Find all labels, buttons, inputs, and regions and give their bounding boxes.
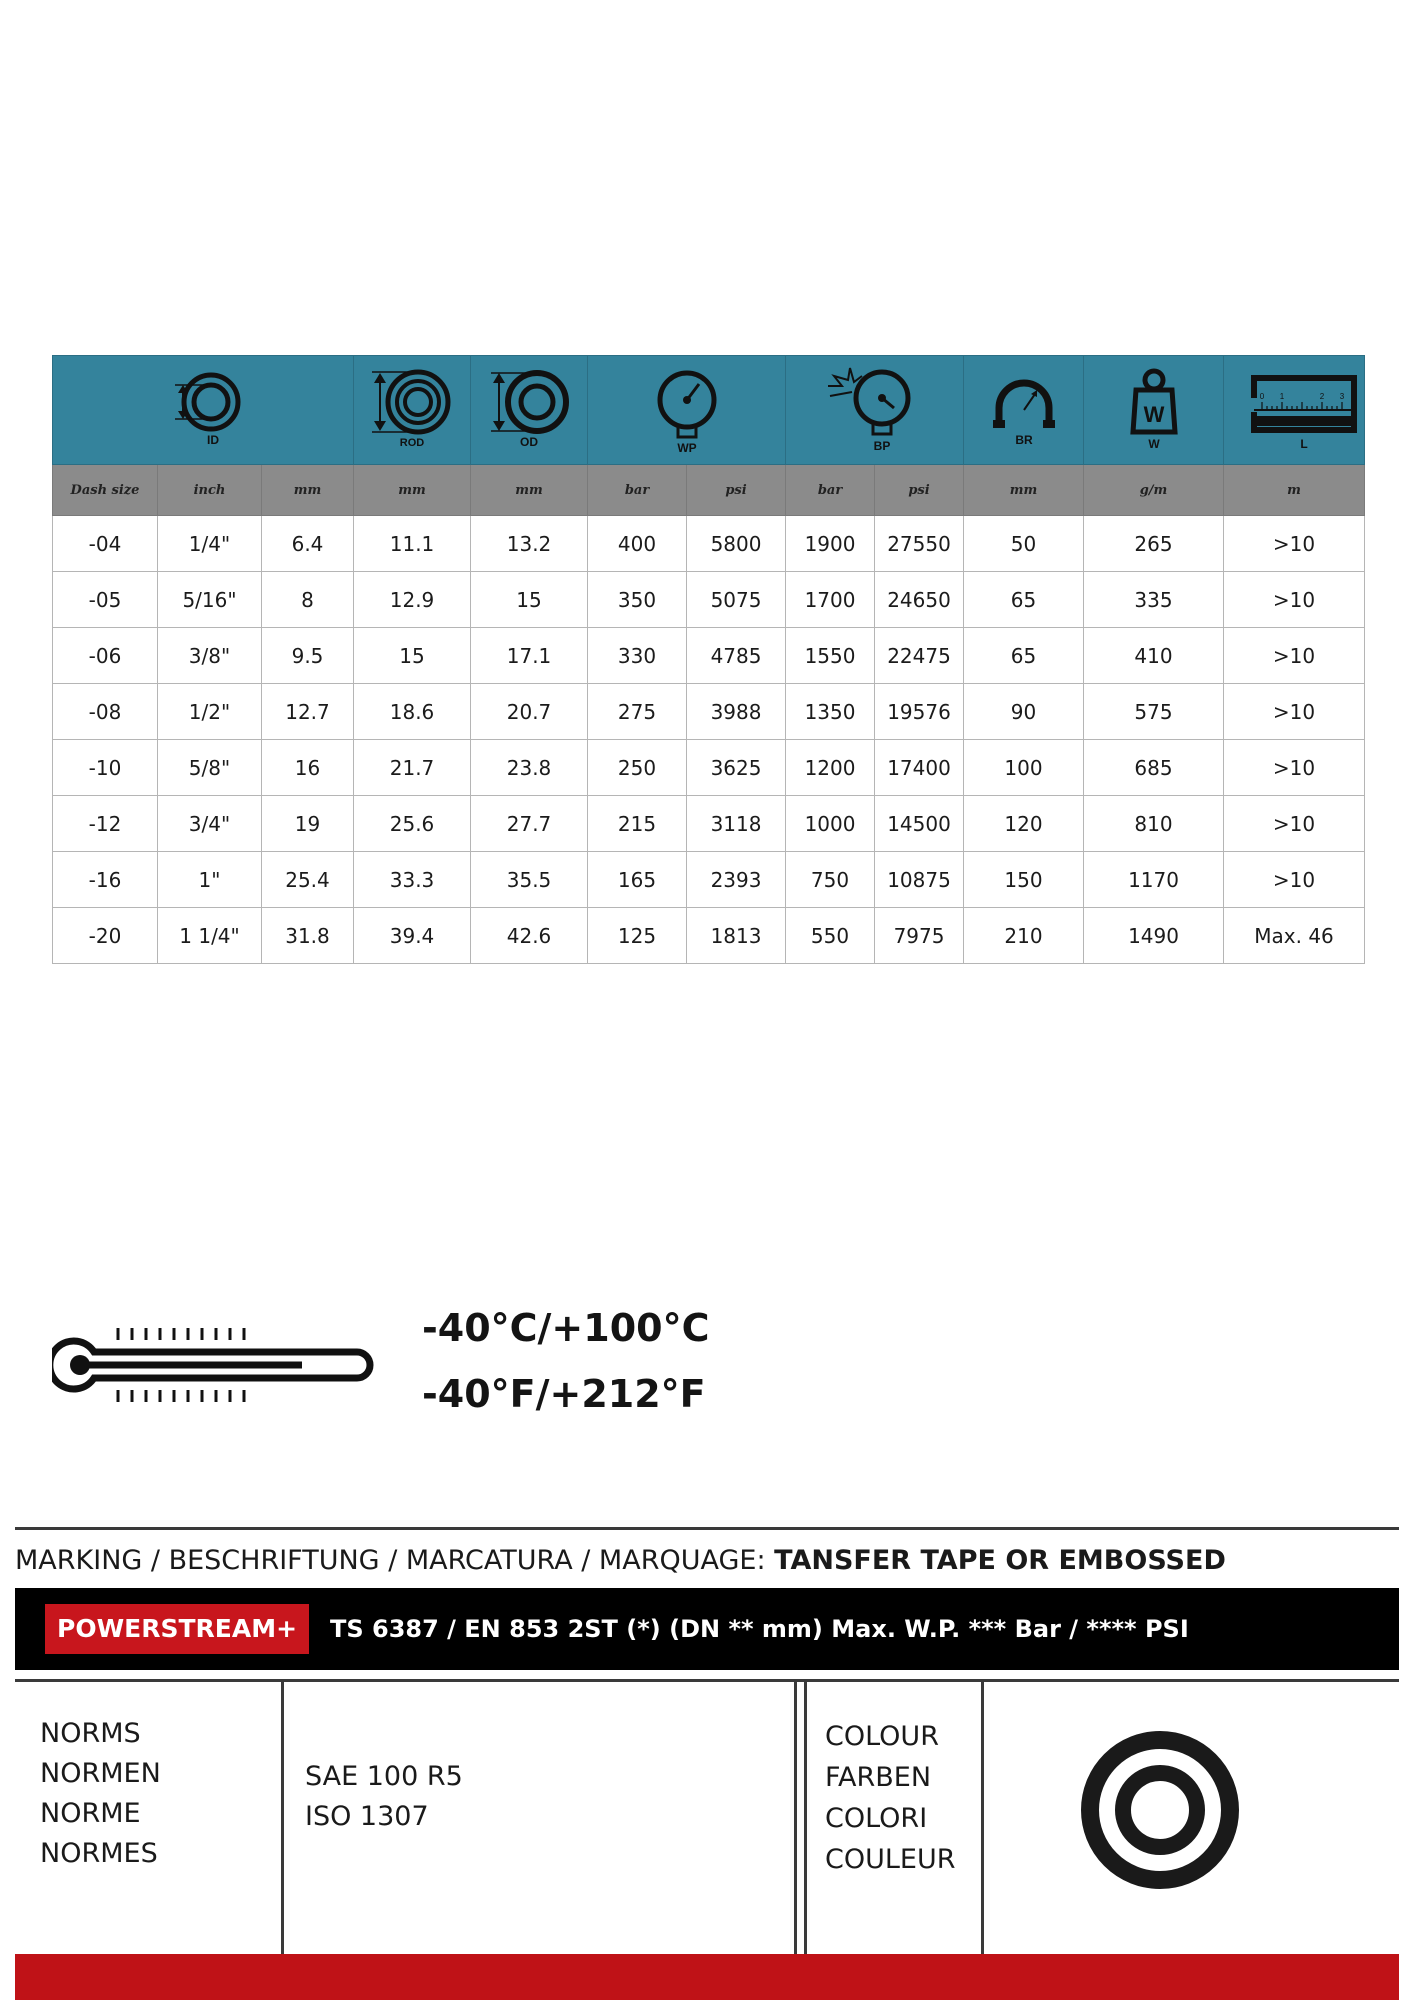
marking-value: TANSFER TAPE OR EMBOSSED xyxy=(774,1545,1226,1576)
unit-header-cell: bar xyxy=(588,465,687,516)
unit-header-cell: mm xyxy=(964,465,1084,516)
unit-header-cell: psi xyxy=(687,465,786,516)
table-cell: 3118 xyxy=(687,796,786,852)
weight-icon xyxy=(1109,368,1199,452)
table-row xyxy=(53,684,1365,740)
table-cell: 250 xyxy=(588,740,687,796)
table-cell: 150 xyxy=(964,852,1084,908)
table-cell: 210 xyxy=(964,908,1084,964)
table-cell: 6.4 xyxy=(262,516,354,572)
unit-header-cell: bar xyxy=(786,465,875,516)
table-cell: 19576 xyxy=(875,684,964,740)
table-cell: 215 xyxy=(588,796,687,852)
table-cell: 8 xyxy=(262,572,354,628)
bend-radius-header xyxy=(964,356,1084,465)
wp-label: WP xyxy=(676,441,697,455)
table-cell: 330 xyxy=(588,628,687,684)
table-cell: 65 xyxy=(964,572,1084,628)
unit-header-cell: mm xyxy=(354,465,471,516)
table-cell: 1900 xyxy=(786,516,875,572)
table-cell: 90 xyxy=(964,684,1084,740)
temperature-celsius: -40°C/+100°C xyxy=(422,1306,710,1350)
unit-header-cell: mm xyxy=(471,465,588,516)
table-cell: 3/8" xyxy=(158,628,262,684)
table-cell: -08 xyxy=(53,684,158,740)
table-cell: -06 xyxy=(53,628,158,684)
table-cell: >10 xyxy=(1224,796,1365,852)
unit-header-row xyxy=(53,465,1365,516)
table-cell: >10 xyxy=(1224,684,1365,740)
table-row xyxy=(53,852,1365,908)
table-cell: 1700 xyxy=(786,572,875,628)
bp-label: BP xyxy=(873,439,890,453)
table-cell: 5800 xyxy=(687,516,786,572)
table-row xyxy=(53,796,1365,852)
table-row xyxy=(53,572,1365,628)
table-row xyxy=(53,628,1365,684)
table-row xyxy=(53,908,1365,964)
brand-badge: POWERSTREAM+ xyxy=(45,1604,309,1654)
unit-header-cell: Dash size xyxy=(53,465,158,516)
table-cell: 125 xyxy=(588,908,687,964)
colour-labels xyxy=(825,1716,956,1880)
working-pressure-header xyxy=(588,356,786,465)
table-cell: 42.6 xyxy=(471,908,588,964)
spec-table xyxy=(52,355,1365,964)
table-cell: 685 xyxy=(1084,740,1224,796)
id-label: ID xyxy=(207,433,219,447)
burst-pressure-header xyxy=(786,356,964,465)
l-label: L xyxy=(1300,437,1308,451)
table-cell: 1170 xyxy=(1084,852,1224,908)
table-cell: 1490 xyxy=(1084,908,1224,964)
table-cell: 17.1 xyxy=(471,628,588,684)
table-cell: 275 xyxy=(588,684,687,740)
table-cell: 1/4" xyxy=(158,516,262,572)
table-cell: 11.1 xyxy=(354,516,471,572)
table-cell: 35.5 xyxy=(471,852,588,908)
icon-header-row xyxy=(53,356,1365,465)
br-label: BR xyxy=(1014,433,1033,447)
weight-header xyxy=(1084,356,1224,465)
colour-label-fr: COULEUR xyxy=(825,1844,956,1875)
norms-label-it: NORME xyxy=(40,1798,141,1829)
divider-1 xyxy=(281,1682,284,1954)
table-cell: 2393 xyxy=(687,852,786,908)
table-cell: 22475 xyxy=(875,628,964,684)
unit-header-cell: g/m xyxy=(1084,465,1224,516)
ruler-tick-1: 1 xyxy=(1279,392,1285,401)
pressure-gauge-icon xyxy=(637,366,737,454)
table-row xyxy=(53,516,1365,572)
table-cell: >10 xyxy=(1224,628,1365,684)
table-cell: 50 xyxy=(964,516,1084,572)
marking-title xyxy=(15,1545,1226,1576)
table-cell: 100 xyxy=(964,740,1084,796)
table-cell: 24650 xyxy=(875,572,964,628)
footer-band xyxy=(15,1954,1399,2000)
ruler-tick-2: 2 xyxy=(1319,392,1325,401)
norms-label-en: NORMS xyxy=(40,1718,141,1749)
od-label: OD xyxy=(520,435,539,449)
table-cell: 400 xyxy=(588,516,687,572)
table-cell: -10 xyxy=(53,740,158,796)
table-cell: 1550 xyxy=(786,628,875,684)
table-cell: 23.8 xyxy=(471,740,588,796)
table-cell: 12.9 xyxy=(354,572,471,628)
table-cell: >10 xyxy=(1224,516,1365,572)
table-cell: 19 xyxy=(262,796,354,852)
table-cell: 33.3 xyxy=(354,852,471,908)
unit-header-cell: inch xyxy=(158,465,262,516)
table-cell: 550 xyxy=(786,908,875,964)
rod-label: ROD xyxy=(399,437,425,449)
norms-values xyxy=(305,1757,463,1837)
table-cell: 5/8" xyxy=(158,740,262,796)
reinforcement-od-icon xyxy=(362,370,462,450)
table-cell: -04 xyxy=(53,516,158,572)
table-cell: 165 xyxy=(588,852,687,908)
table-cell: 21.7 xyxy=(354,740,471,796)
table-cell: 20.7 xyxy=(471,684,588,740)
table-cell: -05 xyxy=(53,572,158,628)
unit-header-cell: psi xyxy=(875,465,964,516)
marking-strip xyxy=(15,1588,1399,1670)
ruler-icon xyxy=(1234,368,1354,452)
norm-value-sae: SAE 100 R5 xyxy=(305,1761,463,1792)
unit-header-cell: mm xyxy=(262,465,354,516)
colour-label-de: FARBEN xyxy=(825,1762,932,1793)
norms-labels xyxy=(40,1714,161,1874)
norms-label-de: NORMEN xyxy=(40,1758,161,1789)
table-cell: 1350 xyxy=(786,684,875,740)
marking-text: TS 6387 / EN 853 2ST (*) (DN ** mm) Max. W.P. *** Bar / **** PSI xyxy=(330,1615,1189,1643)
thermometer-icon xyxy=(52,1320,378,1410)
marking-label: MARKING / BESCHRIFTUNG / MARCATURA / MARQUAGE: xyxy=(15,1545,766,1576)
table-cell: 27.7 xyxy=(471,796,588,852)
table-cell: 810 xyxy=(1084,796,1224,852)
table-cell: 25.4 xyxy=(262,852,354,908)
table-cell: 1200 xyxy=(786,740,875,796)
table-cell: 17400 xyxy=(875,740,964,796)
temperature-fahrenheit: -40°F/+212°F xyxy=(422,1372,706,1416)
table-cell: 265 xyxy=(1084,516,1224,572)
table-cell: 7975 xyxy=(875,908,964,964)
table-cell: 750 xyxy=(786,852,875,908)
unit-header-cell: m xyxy=(1224,465,1365,516)
length-header xyxy=(1224,356,1365,465)
table-cell: 9.5 xyxy=(262,628,354,684)
outer-diameter-icon xyxy=(479,370,579,450)
table-cell: 16 xyxy=(262,740,354,796)
norms-label-fr: NORMES xyxy=(40,1838,158,1869)
table-cell: 1000 xyxy=(786,796,875,852)
table-cell: 65 xyxy=(964,628,1084,684)
marking-top-divider xyxy=(15,1527,1399,1530)
table-cell: -20 xyxy=(53,908,158,964)
divider-2 xyxy=(794,1682,797,1954)
table-cell: 39.4 xyxy=(354,908,471,964)
table-row xyxy=(53,740,1365,796)
table-cell: 1" xyxy=(158,852,262,908)
table-cell: 12.7 xyxy=(262,684,354,740)
table-cell: 575 xyxy=(1084,684,1224,740)
table-body xyxy=(53,516,1365,964)
table-cell: 27550 xyxy=(875,516,964,572)
table-cell: 3625 xyxy=(687,740,786,796)
table-cell: 5075 xyxy=(687,572,786,628)
colour-label-it: COLORI xyxy=(825,1803,928,1834)
table-cell: >10 xyxy=(1224,572,1365,628)
table-cell: -12 xyxy=(53,796,158,852)
table-cell: 15 xyxy=(354,628,471,684)
hose-colour-swatch-icon xyxy=(1080,1730,1240,1890)
table-cell: 1/2" xyxy=(158,684,262,740)
table-cell: 3/4" xyxy=(158,796,262,852)
marking-bottom-divider xyxy=(15,1679,1399,1682)
table-cell: 15 xyxy=(471,572,588,628)
w-label: W xyxy=(1147,437,1160,451)
table-cell: 4785 xyxy=(687,628,786,684)
table-cell: >10 xyxy=(1224,852,1365,908)
norm-value-iso: ISO 1307 xyxy=(305,1801,429,1832)
table-cell: 1 1/4" xyxy=(158,908,262,964)
table-cell: 10875 xyxy=(875,852,964,908)
ruler-tick-0: 0 xyxy=(1259,392,1265,401)
table-cell: 31.8 xyxy=(262,908,354,964)
ruler-tick-3: 3 xyxy=(1339,392,1345,401)
table-cell: 14500 xyxy=(875,796,964,852)
table-cell: 13.2 xyxy=(471,516,588,572)
table-cell: -16 xyxy=(53,852,158,908)
table-cell: Max. 46 xyxy=(1224,908,1365,964)
divider-4 xyxy=(981,1682,984,1954)
table-cell: 5/16" xyxy=(158,572,262,628)
rod-header xyxy=(354,356,471,465)
table-cell: 350 xyxy=(588,572,687,628)
colour-label-en: COLOUR xyxy=(825,1721,939,1752)
inner-diameter-icon xyxy=(143,370,263,450)
bend-radius-icon xyxy=(979,370,1069,450)
table-cell: 335 xyxy=(1084,572,1224,628)
burst-gauge-icon xyxy=(820,366,930,454)
inner-diameter-header xyxy=(53,356,354,465)
table-cell: 18.6 xyxy=(354,684,471,740)
weight-glyph: W xyxy=(1143,402,1164,427)
table-cell: 1813 xyxy=(687,908,786,964)
table-cell: 3988 xyxy=(687,684,786,740)
outer-diameter-header xyxy=(471,356,588,465)
table-cell: 410 xyxy=(1084,628,1224,684)
table-cell: 120 xyxy=(964,796,1084,852)
table-cell: >10 xyxy=(1224,740,1365,796)
table-cell: 25.6 xyxy=(354,796,471,852)
divider-3 xyxy=(804,1682,807,1954)
